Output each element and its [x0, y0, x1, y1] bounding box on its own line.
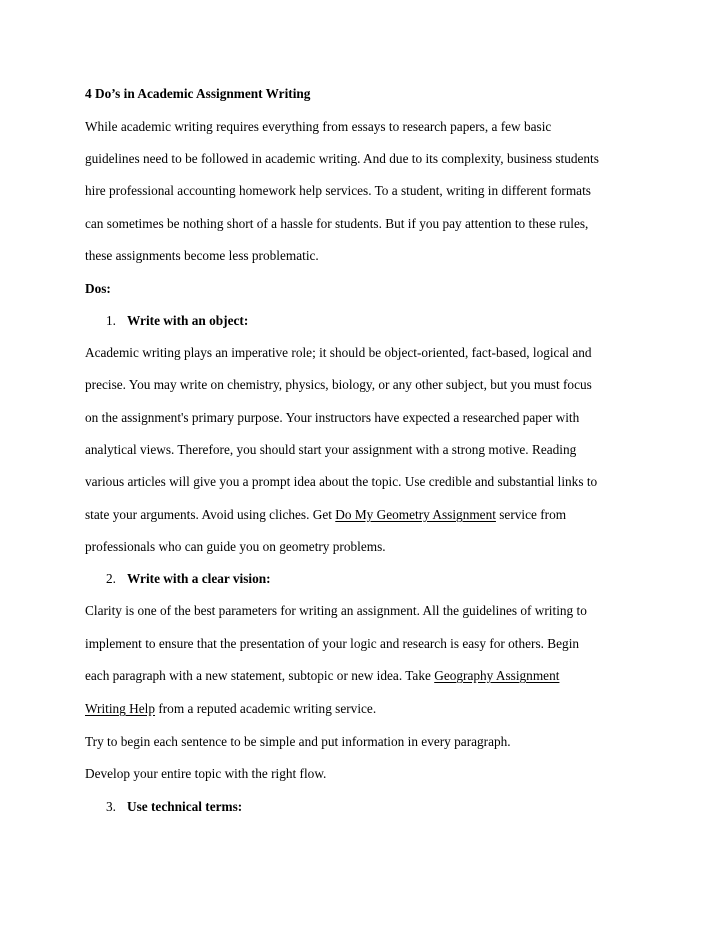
paragraph-line: Academic writing plays an imperative role; it should be object-oriented, fact-based, logical and — [85, 345, 592, 360]
geography-assignment-link[interactable]: Writing Help — [85, 701, 155, 716]
paragraph-line: professionals who can guide you on geometry problems. — [85, 539, 386, 554]
list-item-heading — [106, 313, 248, 329]
paragraph-text: state your arguments. Avoid using cliches. Get — [85, 507, 336, 522]
intro-line: guidelines need to be followed in academic writing. And due to its complexity, business students — [85, 151, 599, 166]
paragraph-line: on the assignment's primary purpose. Your instructors have expected a researched paper with — [85, 410, 580, 425]
intro-line: can sometimes be nothing short of a hassle for students. But if you pay attention to these rules, — [85, 216, 589, 231]
paragraph-line: implement to ensure that the presentation of your logic and research is easy for others. Begin — [85, 636, 580, 651]
paragraph-line: various articles will give you a prompt idea about the topic. Use credible and substantial links to — [85, 474, 598, 489]
paragraph-line: Try to begin each sentence to be simple and put information in every paragraph. — [85, 734, 511, 749]
list-heading-text: Write with an object: — [127, 313, 249, 328]
paragraph-text: service from — [495, 507, 567, 522]
list-number: 1. — [106, 313, 116, 328]
paragraph-line: analytical views. Therefore, you should start your assignment with a strong motive. Reading — [85, 442, 577, 457]
paragraph-line: Develop your entire topic with the right flow. — [85, 766, 327, 781]
list-number: 3. — [106, 799, 116, 814]
paragraph-line — [85, 507, 566, 523]
paragraph-text: each paragraph with a new statement, subtopic or new idea. Take — [85, 668, 435, 683]
geometry-assignment-link[interactable]: Do My Geometry Assignment — [335, 507, 496, 522]
paragraph-line — [85, 668, 559, 684]
list-item-heading — [106, 799, 242, 815]
list-number: 2. — [106, 571, 116, 586]
intro-line: While academic writing requires everything from essays to research papers, a few basic — [85, 119, 552, 134]
paragraph-line: Clarity is one of the best parameters for writing an assignment. All the guidelines of writing to — [85, 603, 587, 618]
paragraph-line — [85, 701, 376, 717]
intro-line: hire professional accounting homework help services. To a student, writing in different formats — [85, 183, 591, 198]
paragraph-text: from a reputed academic writing service. — [155, 701, 377, 716]
dos-heading: Dos: — [85, 281, 111, 296]
list-heading-text: Write with a clear vision: — [127, 571, 271, 586]
geography-assignment-link[interactable]: Geography Assignment — [434, 668, 560, 683]
intro-line: these assignments become less problematic. — [85, 248, 319, 263]
document-title: 4 Do’s in Academic Assignment Writing — [85, 86, 311, 101]
list-heading-text: Use technical terms: — [127, 799, 243, 814]
paragraph-line: precise. You may write on chemistry, physics, biology, or any other subject, but you must focus — [85, 377, 592, 392]
list-item-heading — [106, 571, 271, 587]
